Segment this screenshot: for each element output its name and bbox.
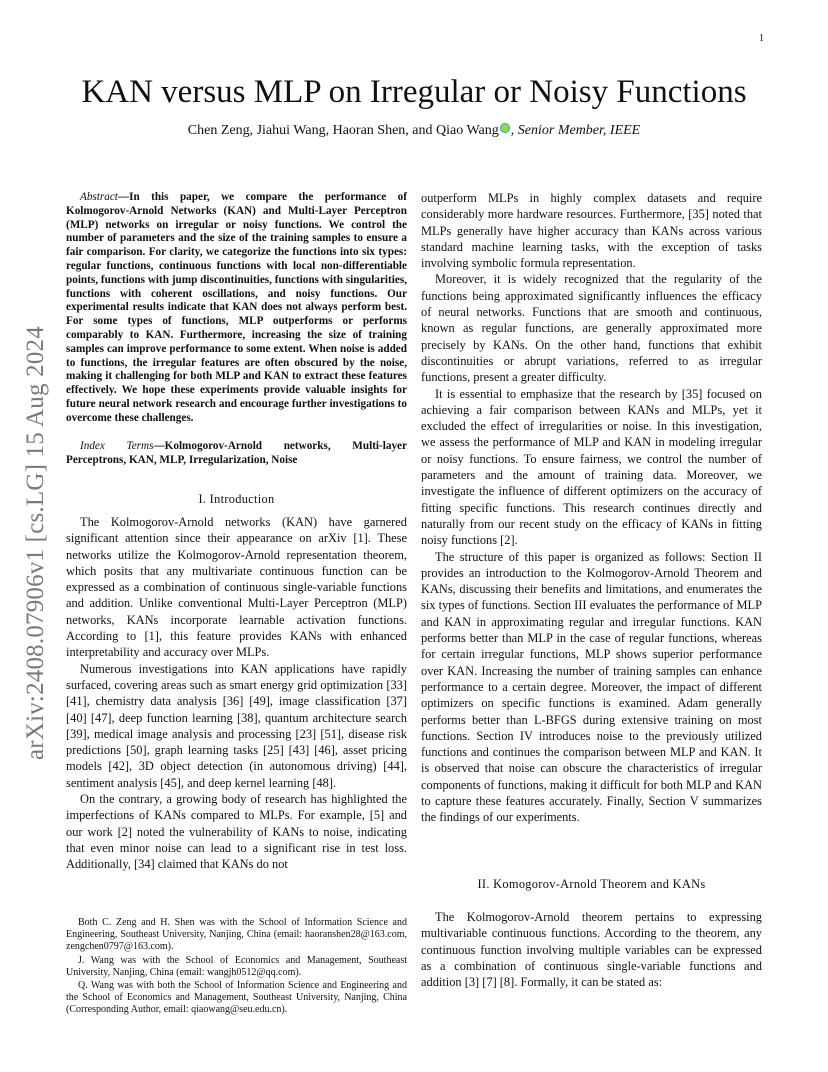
orcid-icon[interactable] <box>500 123 510 133</box>
right-column-body <box>421 190 762 826</box>
page-number: 1 <box>759 33 764 44</box>
abstract <box>66 191 407 426</box>
footnote: J. Wang was with the School of Economics and Management, Southeast University, Nanjing, China (email: wangjh0512@qq.com). <box>66 954 407 978</box>
footnote: Q. Wang was with both the School of Information Science and Engineering and the School of Economics and Management, Southeast University, Nanjing, China (Corresponding Author, email: qiaowang@seu.edu.cn). <box>66 980 407 1016</box>
index-terms-text: —Kolmogorov-Arnold networks, Multi-layer Perceptrons, KAN, MLP, Irregularization, Noise <box>66 440 407 466</box>
body-paragraph: The structure of this paper is organized as follows: Section II provides an introduction to the Kolmogorov-Arnold Theorem and KANs, discussing their benefits and limitations, and enumerates the six types of functions. Section III evaluates the performance of MLP and KAN in approximating regular and irregular functions. KAN performs better than MLP in the case of regular functions, whereas for certain irregular functions, MLP shows superior performance over KAN. Increasing the number of training samples can enhance performance to a certain degree. Moreover, the impact of different optimizers on specific functions is examined. Adam generally performs better than L-BFGS during extensive training on most functions. Section IV introduces noise to the previously utilized functions and continues the comparison between MLP and KAN. It is observed that noise can obscure the characteristics of irregular components of functions, making it difficult for both MLP and KAN to capture these features accurately. Finally, Section V summarizes the findings of our experiments. <box>421 549 762 825</box>
author-line <box>0 123 828 139</box>
section2-body <box>421 909 762 990</box>
footnotes <box>66 917 407 1018</box>
body-paragraph: The Kolmogorov-Arnold theorem pertains to expressing multivariable continuous functions. According to the theorem, any continuous function involving multiple variables can be expressed as a combination of continuous single-variable functions and addition [3] [7] [8]. Formally, it can be stated as: <box>421 910 762 990</box>
footnote: Both C. Zeng and H. Shen was with the School of Information Science and Engineering, Southeast University, Nanjing, China (email: haoranshen28@163.com, zengchen0797@163.com). <box>66 917 407 953</box>
index-terms-label: Index Terms <box>80 440 154 452</box>
intro-paragraph: Numerous investigations into KAN applications have rapidly surfaced, covering areas such as smart energy grid optimization [33] [41], chemistry data analysis [36] [49], image classification [37] [40] [47], deep function learning [38], quantum architecture search [39], medical image analysis and processing [23] [51], disease risk predictions [50], graph learning tasks [25] [43] [46], asset pricing models [42], 3D object detection (in autonomous driving) [44], sentiment analysis [45], and deep kernel learning [48]. <box>66 661 407 790</box>
author-names: Chen Zeng, Jiahui Wang, Haoran Shen, and Qiao Wang <box>187 123 499 138</box>
section-heading-introduction: I. Introduction <box>198 492 275 506</box>
body-paragraph: Moreover, it is widely recognized that the regularity of the functions being approximated significantly influences the efficacy of neural networks. Functions that are smooth and continuous, known as regular functions, are generally approximated more precisely by KANs. On the other hand, functions that exhibit discontinuities or abrupt variations, referred to as irregular functions, present a greater difficulty. <box>421 272 762 385</box>
body-paragraph: outperform MLPs in highly complex datasets and require considerably more hardware resources. Furthermore, [35] noted that MLPs generally have higher accuracy than KANs across various standard machine learning tasks, with the exception of tasks involving symbolic formula representation. <box>421 191 762 271</box>
author-membership: , Senior Member, IEEE <box>510 123 641 138</box>
abstract-label: Abstract <box>80 191 118 203</box>
paper-title: KAN versus MLP on Irregular or Noisy Functions <box>81 74 747 110</box>
body-paragraph: It is essential to emphasize that the research by [35] focused on achieving a fair comparison between KANs and MLPs, yet it excluded the effect of irregularities or noise. In this investigation, we assess the performance of MLP and KAN in modeling irregular or noisy functions. To ensure fairness, we control the number of parameters and the amount of training data. Moreover, we investigate the influence of different optimizers on the accuracy of fitting specific functions. This research continues directly and naturally from our recent study on the efficacy of KANs in fitting noisy functions [2]. <box>421 386 762 548</box>
abstract-text: —In this paper, we compare the performance of Kolmogorov-Arnold Networks (KAN) and Multi-Layer Perceptron (MLP) networks on irregular or noisy functions. We control the number of parameters and the size of the training samples to ensure a fair comparison. For clarity, we categorize the functions into six types: regular functions, continuous functions with local non-differentiable points, functions with jump discontinuities, functions with singularities, functions with coherent oscillations, and noisy functions. Our experimental results indicate that KAN does not always perform best. For some types of functions, MLP outperforms or performs comparably to KAN. Furthermore, increasing the size of training samples can improve performance to some extent. When noise is added to functions, the irregular features are often obscured by the noise, making it challenging for both MLP and KAN to extract these features effectively. We hope these experiments provide valuable insights for future neural network research and encourage further investigations to overcome these challenges. <box>66 191 407 424</box>
intro-paragraph: On the contrary, a growing body of research has highlighted the imperfections of KANs compared to MLPs. For example, [5] and our work [2] noted the vulnerability of KANs to noise, indicating that even minor noise can lead to a significant rise in test loss. Additionally, [34] claimed that KANs do not <box>66 792 407 872</box>
index-terms <box>66 440 407 468</box>
arxiv-identifier: arXiv:2408.07906v1 [cs.LG] 15 Aug 2024 <box>22 326 49 760</box>
introduction-body <box>66 514 407 873</box>
section-heading-theorem: II. Komogorov-Arnold Theorem and KANs <box>477 877 706 891</box>
intro-paragraph: The Kolmogorov-Arnold networks (KAN) have garnered significant attention since their appearance on arXiv [1]. These networks utilize the Kolmogorov-Arnold representation theorem, which posits that any multivariate continuous function can be expressed as a combination of continuous single-variable functions and addition. Unlike conventional Multi-Layer Perceptron (MLP) networks, KANs incorporate learnable activation functions. According to [1], this feature provides KANs with enhanced interpretability and accuracy over MLPs. <box>66 515 407 660</box>
